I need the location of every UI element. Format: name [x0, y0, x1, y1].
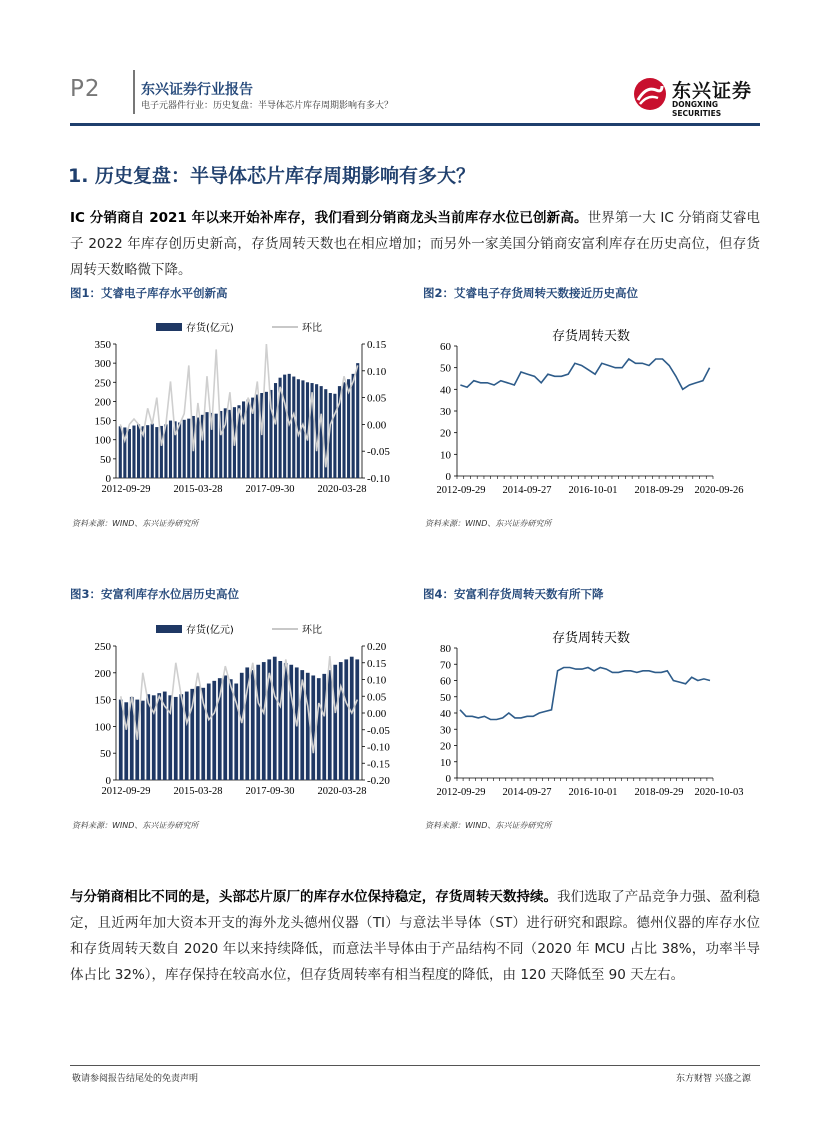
fig1-legend-bar-swatch [156, 323, 182, 331]
fig3-right-tick-label: -0.20 [367, 775, 390, 787]
fig3-x-tick-label: 2012-09-29 [101, 786, 151, 797]
fig3-left-tick-label: 200 [94, 667, 111, 680]
fig1-bar [169, 421, 172, 478]
fig4-y-tick-label: 70 [440, 659, 451, 672]
fig4-x-tick-label: 2020-10-03 [694, 787, 744, 798]
fig4-y-tick-label: 60 [440, 675, 451, 688]
header-divider [133, 70, 135, 114]
fig4-y-tick-label: 50 [440, 691, 451, 704]
fig1-bar [146, 425, 149, 478]
fig2-chart [423, 310, 763, 510]
fig3-bar [344, 659, 348, 780]
fig3-right-tick-label: -0.15 [367, 758, 390, 771]
fig3-bar [185, 692, 189, 780]
report-title: 东兴证券行业报告 [141, 82, 253, 98]
fig4-y-tick-label: 30 [440, 724, 451, 737]
fig4-x-tick-label: 2016-10-01 [568, 787, 618, 798]
fig3-bar [350, 657, 354, 780]
fig3-right-tick-label: 0.10 [367, 674, 387, 687]
fig3-right-tick-label: 0.20 [367, 641, 387, 653]
fig2-x-tick-label: 2018-09-29 [634, 485, 684, 496]
fig3-legend-line-label: 环比 [302, 625, 322, 636]
fig1-x-tick-label: 2020-03-28 [317, 484, 367, 495]
fig4-y-tick-label: 80 [440, 643, 451, 655]
fig1-bar [356, 363, 359, 478]
fig2-x-tick-label: 2020-09-26 [694, 485, 744, 496]
fig1-left-tick-label: 300 [94, 358, 111, 371]
fig4-source: 资料来源：WIND、东兴证券研究所 [425, 821, 552, 830]
fig1-bar [242, 401, 245, 478]
fig3-bar [256, 665, 260, 780]
fig3-bar [146, 694, 150, 780]
fig4-series-line [460, 668, 710, 720]
fig1-right-tick-label: 0.10 [367, 365, 387, 378]
footer-rule [70, 1065, 760, 1066]
fig3-right-tick-label: -0.10 [367, 741, 390, 754]
fig2-source: 资料来源：WIND、东兴证券研究所 [425, 519, 552, 528]
fig3-bar [179, 694, 183, 780]
footer-slogan: 东方财智 兴盛之源 [676, 1074, 751, 1084]
fig1-bar [137, 424, 140, 478]
fig1-x-tick-label: 2015-03-28 [173, 484, 223, 495]
fig1-right-tick-label: 0.15 [367, 339, 387, 351]
fig4-y-tick-label: 0 [445, 773, 451, 785]
logo-mark-icon [632, 76, 668, 112]
fig2-x-tick-label: 2014-09-27 [502, 485, 552, 496]
fig1-bar [215, 414, 218, 478]
fig1-left-tick-label: 150 [94, 415, 111, 428]
company-logo [632, 72, 760, 116]
report-subtitle: 电子元器件行业：历史复盘：半导体芯片库存周期影响有多大？ [141, 101, 394, 111]
fig1-right-tick-label: -0.10 [367, 473, 390, 485]
fig3-bar [141, 701, 145, 780]
fig3-bar [124, 702, 128, 780]
fig4-x-tick-label: 2018-09-29 [634, 787, 684, 798]
fig1-left-tick-label: 350 [94, 339, 111, 351]
fig1-chart [70, 310, 410, 510]
fig3-right-tick-label: -0.05 [367, 724, 390, 737]
fig3-source: 资料来源：WIND、东兴证券研究所 [72, 821, 199, 830]
fig3-bar [240, 673, 244, 780]
paragraph-1-lead: IC 分销商自 2021 年以来开始补库存，我们看到分销商龙头当前库存水位已创新高。 [70, 210, 588, 226]
fig2-chart-title: 存货周转天数 [551, 329, 631, 344]
fig1-bar [247, 400, 250, 478]
fig1-left-tick-label: 200 [94, 396, 111, 409]
fig1-bar [196, 418, 199, 478]
fig3-left-tick-label: 150 [94, 694, 111, 707]
fig4-y-tick-label: 20 [440, 740, 451, 753]
fig1-left-tick-label: 100 [94, 434, 111, 447]
fig2-y-tick-label: 40 [440, 384, 451, 397]
fig4-y-tick-label: 40 [440, 708, 451, 720]
fig2-y-tick-label: 30 [440, 406, 451, 418]
fig3-chart [70, 612, 410, 812]
fig1-source: 资料来源：WIND、东兴证券研究所 [72, 519, 199, 528]
fig3-left-tick-label: 50 [100, 748, 111, 761]
fig2-y-tick-label: 50 [440, 362, 451, 375]
fig3-x-tick-label: 2020-03-28 [317, 786, 367, 797]
paragraph-2-lead: 与分销商相比不同的是，头部芯片原厂的库存水位保持稳定，存货周转天数持续。 [70, 889, 558, 905]
fig3-bar [339, 662, 343, 780]
fig1-right-tick-label: 0.00 [367, 419, 387, 432]
fig3-mom-line [121, 656, 357, 753]
fig3-right-tick-label: 0.05 [367, 691, 387, 704]
fig3-bar [174, 697, 178, 780]
fig3-bar [229, 679, 233, 780]
paragraph-1 [70, 205, 760, 283]
fig3-right-tick-label: 0.00 [367, 708, 387, 720]
fig1-right-tick-label: 0.05 [367, 392, 387, 405]
fig3-bar [262, 662, 266, 780]
fig1-x-tick-label: 2012-09-29 [101, 484, 151, 495]
logo-name: 东兴证券 [672, 80, 753, 102]
fig2-x-tick-label: 2016-10-01 [568, 485, 618, 496]
fig1-bar [187, 419, 190, 478]
fig3-bar [207, 684, 211, 780]
fig3-bar [223, 675, 227, 780]
fig1-legend-line-label: 环比 [302, 323, 322, 334]
fig3-bar [306, 673, 310, 780]
fig1-left-tick-label: 50 [100, 453, 111, 466]
fig2-y-tick-label: 0 [445, 471, 451, 483]
paragraph-1-body: 世界第一大 IC 分销商艾睿电子 2022 年库存创历史新高，存货周转天数也在相应增加；而另外一家美国分销商安富利库存在历史高位，但存货周转天数略微下降。 [70, 210, 760, 278]
fig1-bar [183, 420, 186, 478]
fig3-caption: 图3：安富利库存水位居历史高位 [70, 587, 239, 601]
fig3-bar [322, 674, 326, 780]
fig1-bar [292, 377, 295, 478]
fig1-caption: 图1：艾睿电子库存水平创新高 [70, 286, 228, 300]
fig1-bar [256, 395, 259, 478]
fig1-bar [283, 375, 286, 478]
fig3-right-tick-label: 0.15 [367, 657, 387, 670]
fig2-x-tick-label: 2012-09-29 [436, 485, 486, 496]
fig1-bar [178, 422, 181, 478]
fig2-series-line [460, 359, 709, 389]
fig3-bar [284, 663, 288, 780]
fig3-bar [251, 670, 255, 780]
fig4-x-tick-label: 2014-09-27 [502, 787, 552, 798]
fig1-bar [151, 424, 154, 478]
fig3-bar [157, 693, 161, 780]
fig3-bar [328, 670, 332, 780]
fig1-bar [119, 426, 122, 478]
fig3-left-tick-label: 100 [94, 721, 111, 734]
fig3-bar [273, 657, 277, 780]
paragraph-2-body: 我们选取了产品竞争力强、盈利稳定，且近两年加大资本开支的海外龙头德州仪器（TI）与意法半导体（ST）进行研究和跟踪。德州仪器的库存水位和存货周转天数自 2020 年以来持续降低，而意法半导体由于产品结构不同（2020 年 MCU 占比 38%，功率半导体占比 32%），库存保持在较高水位，但存货周转率有相当程度的降低，由 120 天降低至 90 天左右。 [70, 889, 761, 983]
fig2-y-tick-label: 20 [440, 427, 451, 440]
fig1-right-tick-label: -0.05 [367, 446, 390, 459]
fig1-bar [333, 394, 336, 478]
fig3-bar [119, 700, 123, 780]
fig4-chart-title: 存货周转天数 [551, 631, 631, 646]
fig1-bar [274, 383, 277, 478]
page-number: P2 [70, 76, 101, 102]
fig4-x-tick-label: 2012-09-29 [436, 787, 486, 798]
fig4-y-tick-label: 10 [440, 756, 451, 769]
logo-english: DONGXING SECURITIES [672, 100, 722, 118]
fig1-bar [128, 429, 131, 478]
footer-disclaimer: 敬请参阅报告结尾处的免责声明 [72, 1074, 199, 1084]
fig3-left-tick-label: 250 [94, 641, 111, 653]
fig3-bar [212, 681, 216, 780]
fig3-bar [355, 659, 359, 780]
fig2-y-tick-label: 60 [440, 341, 451, 353]
fig3-left-tick-label: 0 [105, 775, 111, 787]
fig1-bar [265, 392, 268, 478]
fig3-bar [278, 661, 282, 780]
fig1-bar [342, 382, 345, 478]
paragraph-2 [70, 884, 760, 988]
fig2-caption: 图2：艾睿电子存货周转天数接近历史高位 [423, 286, 638, 300]
fig3-legend-bar-label: 存货(亿元) [186, 625, 234, 636]
fig1-bar [228, 410, 231, 478]
fig1-left-tick-label: 0 [105, 473, 111, 485]
fig1-left-tick-label: 250 [94, 377, 111, 390]
fig1-legend-bar-label: 存货(亿元) [186, 323, 234, 334]
fig1-bar [205, 412, 208, 478]
fig4-caption: 图4：安富利存货周转天数有所下降 [423, 587, 604, 601]
fig3-bar [333, 665, 337, 780]
fig3-bar [196, 686, 200, 780]
fig3-bar [311, 675, 315, 780]
header-rule [70, 123, 760, 126]
fig3-x-tick-label: 2015-03-28 [173, 786, 223, 797]
fig1-bar [132, 426, 135, 478]
fig3-bar [317, 678, 321, 780]
section-title: 1. 历史复盘：半导体芯片库存周期影响有多大？ [68, 165, 476, 187]
fig1-bar [352, 374, 355, 478]
fig4-chart [423, 612, 763, 812]
fig2-y-tick-label: 10 [440, 449, 451, 462]
fig3-x-tick-label: 2017-09-30 [245, 786, 295, 797]
fig1-bar [155, 427, 158, 478]
fig3-legend-bar-swatch [156, 625, 182, 633]
fig1-x-tick-label: 2017-09-30 [245, 484, 295, 495]
